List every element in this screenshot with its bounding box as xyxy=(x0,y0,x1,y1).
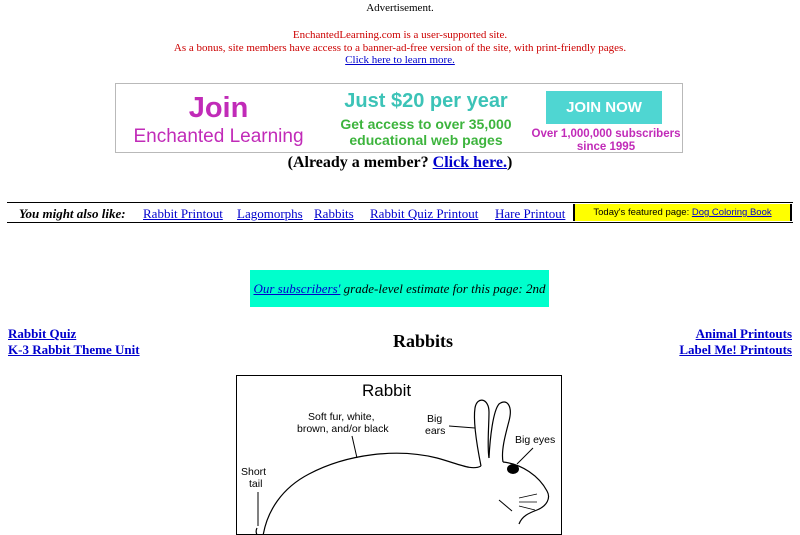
rabbit-diagram xyxy=(236,375,562,535)
whisker-pointer xyxy=(499,500,512,511)
eyes-pointer xyxy=(517,448,533,464)
animal-printouts-link[interactable]: Animal Printouts xyxy=(695,326,792,341)
join-now-button[interactable]: JOIN NOW xyxy=(546,91,662,124)
label-ears-line1: Big xyxy=(427,413,443,425)
advertisement-label: Advertisement. xyxy=(366,2,434,14)
grade-level-text: grade-level estimate for this page: 2nd xyxy=(340,281,546,296)
label-ears-line2: ears xyxy=(425,425,446,437)
label-fur-line1: Soft fur, white, xyxy=(308,411,375,423)
banner-access xyxy=(321,116,531,148)
also-like-link-rabbit-quiz-printout[interactable]: Rabbit Quiz Printout xyxy=(370,206,479,221)
banner-subscribers xyxy=(526,128,686,154)
also-like-link-rabbits[interactable]: Rabbits xyxy=(314,206,354,221)
already-member xyxy=(0,154,800,172)
diagram-title: Rabbit xyxy=(362,381,412,400)
member-message-line2: As a bonus, site members have access to a banner-ad-free version of the site, with print-friendly pages. xyxy=(173,41,627,54)
label-eyes: Big eyes xyxy=(515,434,556,446)
also-like-bar xyxy=(7,202,793,223)
join-banner[interactable] xyxy=(115,83,683,153)
featured-page xyxy=(573,204,792,221)
ears-pointer xyxy=(449,426,475,428)
page-title: Rabbits xyxy=(392,331,454,351)
rabbit-theme-unit-link[interactable]: K-3 Rabbit Theme Unit xyxy=(8,342,140,357)
banner-access-line2: educational web pages xyxy=(349,132,503,148)
featured-link[interactable]: Dog Coloring Book xyxy=(691,207,772,218)
subscribers-link[interactable]: Our subscribers' xyxy=(253,281,341,296)
also-like-link-hare-printout[interactable]: Hare Printout xyxy=(495,206,566,221)
label-me-printouts-link[interactable]: Label Me! Printouts xyxy=(679,342,792,357)
rabbit-quiz-link[interactable]: Rabbit Quiz xyxy=(8,326,77,341)
banner-subs-line2: since 1995 xyxy=(576,141,636,153)
fur-pointer xyxy=(352,436,357,458)
also-like-link-rabbit-printout[interactable]: Rabbit Printout xyxy=(143,206,223,221)
rabbit-illustration xyxy=(237,376,562,535)
member-message-line1: EnchantedLearning.com is a user-supported site. xyxy=(292,29,508,41)
grade-level-box xyxy=(250,270,549,307)
rabbit-eye xyxy=(507,464,519,474)
already-member-suffix: ) xyxy=(507,154,513,171)
already-member-prefix: (Already a member? xyxy=(287,154,433,171)
rabbit-whiskers xyxy=(519,494,537,510)
featured-prefix: Today's featured page: xyxy=(593,207,692,218)
label-fur-line2: brown, and/or black xyxy=(297,423,389,435)
banner-brand-text: Enchanted Learning xyxy=(133,126,304,147)
also-like-label: You might also like: xyxy=(19,206,126,221)
banner-access-line1: Get access to over 35,000 xyxy=(340,116,512,132)
label-tail-line1: Short xyxy=(241,466,267,478)
also-like-link-lagomorphs[interactable]: Lagomorphs xyxy=(237,206,303,221)
member-message xyxy=(0,29,800,67)
label-tail-line2: tail xyxy=(249,478,263,490)
learn-more-link[interactable]: Click here to learn more. xyxy=(345,54,455,66)
banner-price: Just $20 per year xyxy=(344,90,508,112)
banner-join-text: Join xyxy=(188,92,249,124)
rabbit-outline xyxy=(256,400,548,535)
already-member-link[interactable]: Click here. xyxy=(432,154,508,171)
banner-subs-line1: Over 1,000,000 subscribers xyxy=(531,128,681,140)
